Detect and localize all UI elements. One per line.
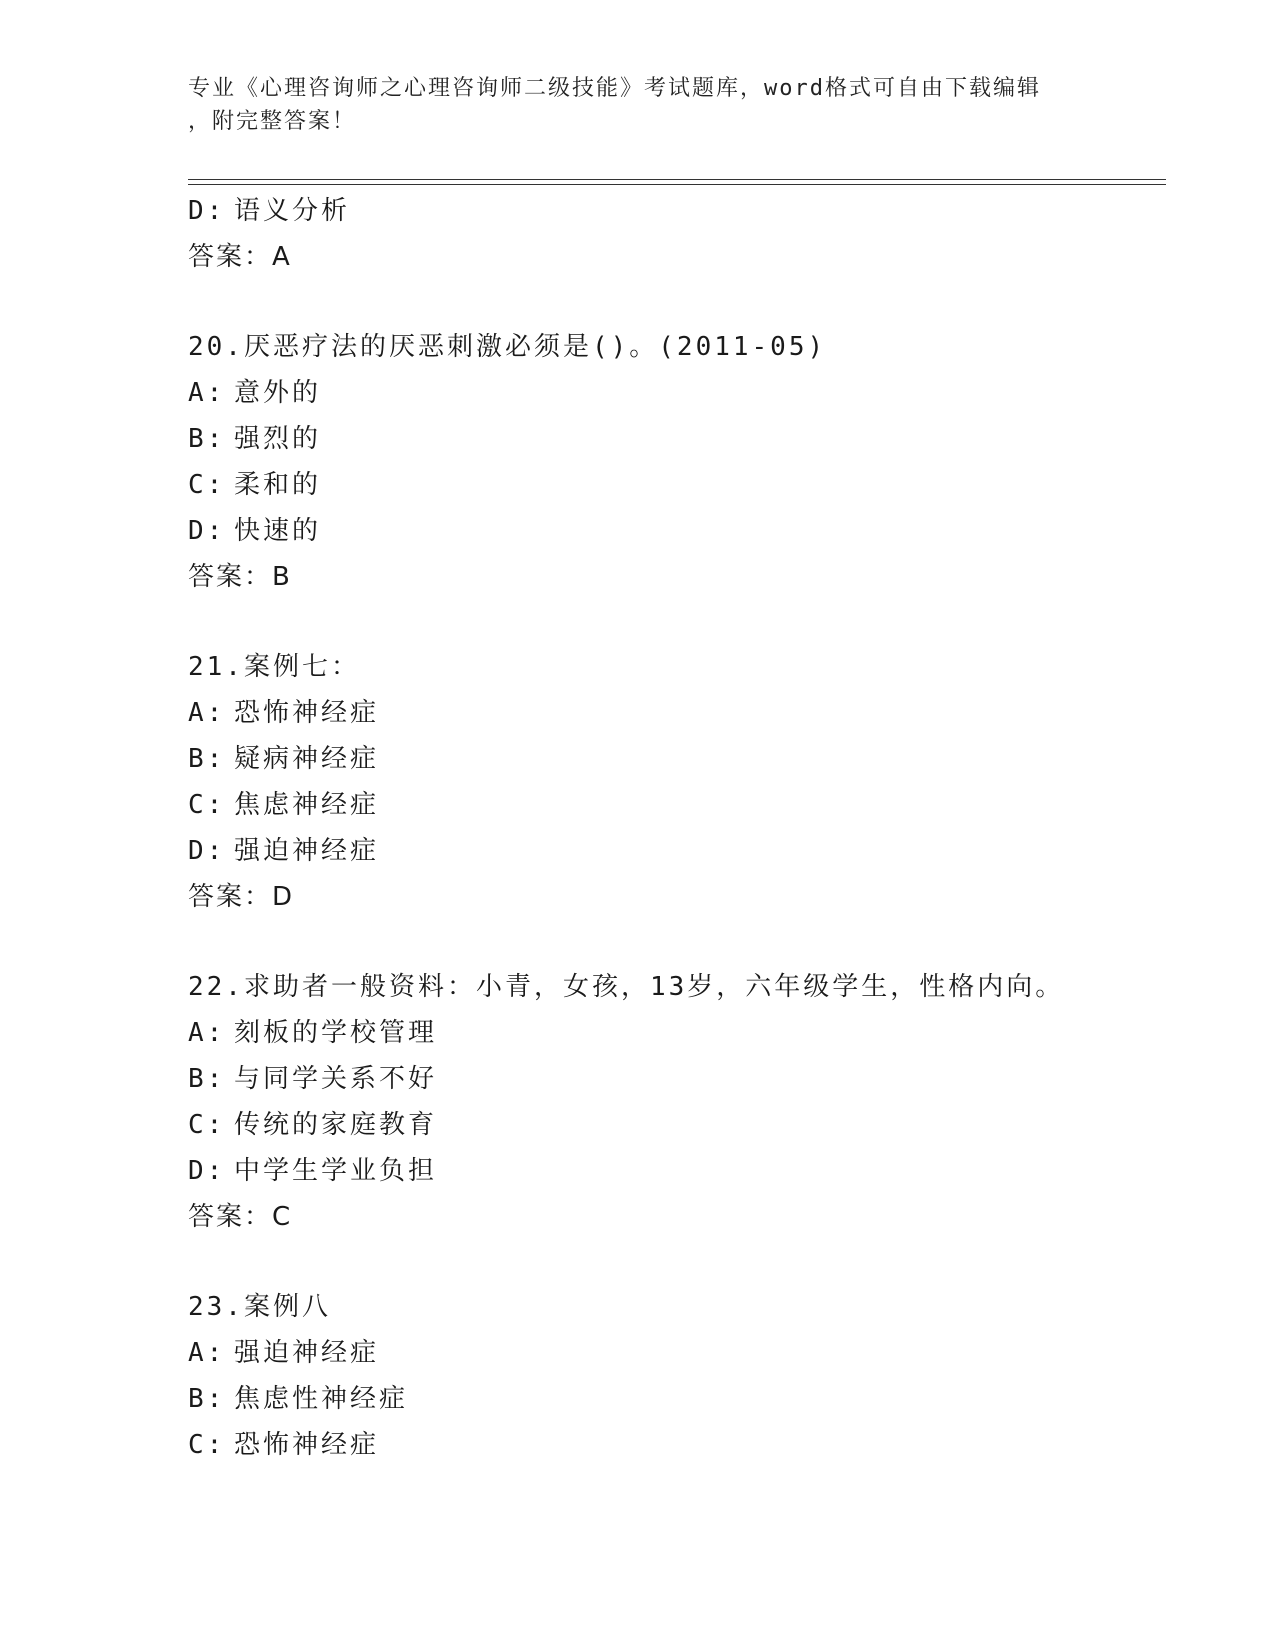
- option-line: [188, 416, 1168, 462]
- question-stem: 23.案例八: [188, 1292, 331, 1322]
- header-subtitle-line: ，附完整答案！: [188, 109, 357, 134]
- previous-question-tail: [188, 188, 1168, 280]
- question-item: [188, 964, 1168, 1240]
- option-text: 快速的: [234, 516, 322, 546]
- option-line: [188, 736, 1168, 782]
- option-key: D:: [188, 196, 226, 226]
- option-text: 传统的家庭教育: [234, 1110, 438, 1140]
- option-line: [188, 828, 1168, 874]
- document-header: [188, 72, 1088, 138]
- question-list: [188, 188, 1168, 1468]
- option-line: [188, 1102, 1168, 1148]
- option-key: A:: [188, 1018, 226, 1048]
- option-line: [188, 1376, 1168, 1422]
- answer-line: 答案：C: [188, 1202, 293, 1232]
- option-line: [188, 1148, 1168, 1194]
- option-key: B:: [188, 744, 226, 774]
- option-line: [188, 462, 1168, 508]
- option-line: [188, 508, 1168, 554]
- option-key: C:: [188, 790, 226, 820]
- question-stem: 20.厌恶疗法的厌恶刺激必须是()。(2011-05): [188, 332, 827, 362]
- option-line: [188, 1056, 1168, 1102]
- answer-line: 答案：B: [188, 562, 292, 592]
- option-key: C:: [188, 1430, 226, 1460]
- answer-line: 答案：D: [188, 882, 295, 912]
- option-text: 柔和的: [234, 470, 322, 500]
- option-key: C:: [188, 1110, 226, 1140]
- option-line: [188, 1422, 1168, 1468]
- option-key: B:: [188, 424, 226, 454]
- option-key: A:: [188, 698, 226, 728]
- option-line: [188, 188, 1168, 234]
- question-item: [188, 324, 1168, 600]
- option-text: 强烈的: [234, 424, 322, 454]
- option-line: [188, 782, 1168, 828]
- option-text: 强迫神经症: [234, 1338, 380, 1368]
- option-key: A:: [188, 378, 226, 408]
- option-line: [188, 1010, 1168, 1056]
- option-text: 恐怖神经症: [234, 1430, 380, 1460]
- option-text: 焦虑神经症: [234, 790, 380, 820]
- option-line: [188, 370, 1168, 416]
- option-text: 语义分析: [234, 196, 351, 226]
- option-text: 意外的: [234, 378, 322, 408]
- header-divider-top: [188, 179, 1166, 180]
- option-key: D:: [188, 1156, 226, 1186]
- option-text: 刻板的学校管理: [234, 1018, 438, 1048]
- header-title-line: 专业《心理咨询师之心理咨询师二级技能》考试题库，word格式可自由下载编辑: [188, 76, 1041, 101]
- option-text: 与同学关系不好: [234, 1064, 438, 1094]
- option-line: [188, 1330, 1168, 1376]
- option-key: A:: [188, 1338, 226, 1368]
- option-text: 疑病神经症: [234, 744, 380, 774]
- option-text: 恐怖神经症: [234, 698, 380, 728]
- answer-line: 答案：A: [188, 242, 292, 272]
- option-text: 中学生学业负担: [234, 1156, 438, 1186]
- option-text: 焦虑性神经症: [234, 1384, 409, 1414]
- option-key: D:: [188, 836, 226, 866]
- question-stem: 22.求助者一般资料：小青，女孩，13岁，六年级学生，性格内向。: [188, 972, 1065, 1002]
- question-item: [188, 644, 1168, 920]
- option-key: B:: [188, 1064, 226, 1094]
- option-key: D:: [188, 516, 226, 546]
- question-item: [188, 1284, 1168, 1468]
- option-key: C:: [188, 470, 226, 500]
- question-stem: 21.案例七：: [188, 652, 360, 682]
- header-divider-bottom: [188, 184, 1166, 185]
- option-key: B:: [188, 1384, 226, 1414]
- option-line: [188, 690, 1168, 736]
- option-text: 强迫神经症: [234, 836, 380, 866]
